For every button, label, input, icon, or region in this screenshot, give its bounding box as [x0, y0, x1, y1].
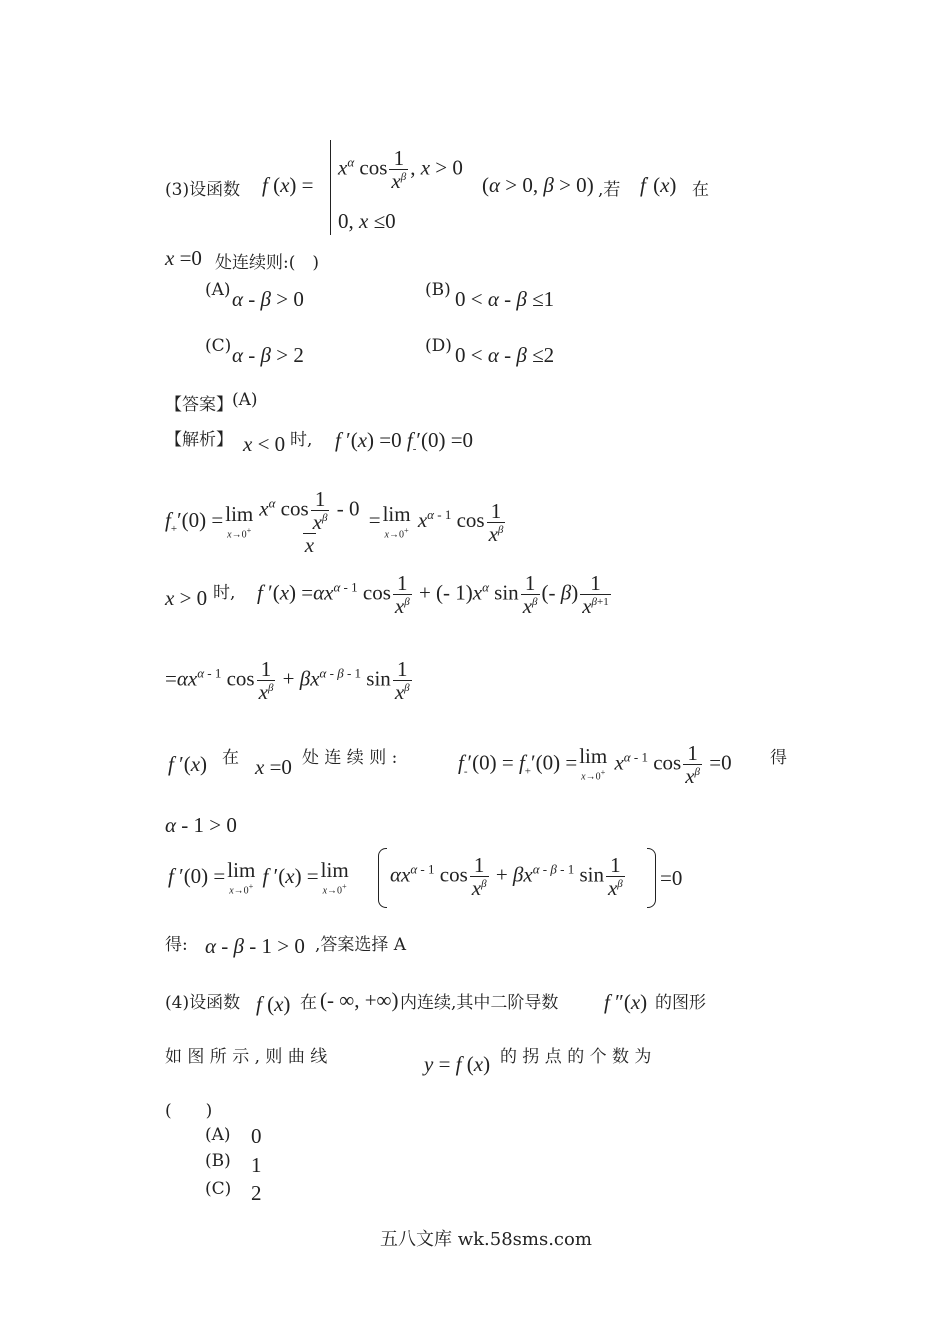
q4-option-c-label: (C): [205, 1179, 232, 1199]
analysis-x-gt-0: x > 0: [165, 586, 208, 610]
q4-line2-a: 如 图 所 示 , 则 曲 线: [165, 1047, 328, 1067]
big-right-paren: [647, 848, 656, 908]
piecewise-case-1: $x^\alpha$ cos $\frac{1}{x^\beta}$ , x > 0: [338, 146, 463, 194]
piecewise-brace: [330, 140, 331, 235]
big-left-paren: [378, 848, 387, 908]
q4-tail: 的图形: [655, 993, 706, 1013]
q3-line2-tail: 处连续则:( ): [215, 253, 319, 273]
continuity-text: 处 连 续 则 :: [302, 748, 398, 768]
footer-watermark: 五八文库 wk.58sms.com: [380, 1229, 592, 1250]
continuity-zai: 在: [222, 748, 239, 768]
option-b-label: (B): [425, 280, 451, 300]
continuity-de: 得: [770, 748, 787, 768]
q4-curve: y = f (x): [424, 1052, 491, 1076]
q4-lead: (4)设函数: [165, 993, 241, 1013]
answer-value: (A): [232, 390, 258, 410]
final-inequality: α - β - 1 > 0: [205, 934, 305, 958]
right-derivative-equation: $f_+'(0)$ = lim x→0+ $x^\alpha$ cos $\frac{1}{x^\beta}$ - 0 x = lim x→0+ $x^{\alpha - 1}$ cos $\frac{1}{x^\beta}$: [165, 487, 504, 558]
derivative-simplified: $=\alpha x^{\alpha - 1}$ cos $\frac{1}{x^\beta}$ + $\beta x^{\alpha - \beta - 1}$ sin $\frac{1}{x^\beta}$: [165, 657, 410, 705]
continuity-equation: $f_-'(0) = f_+'(0)$ = lim x→0+ $x^{\alpha - 1}$ cos $\frac{1}{x^\beta}$ =0: [458, 741, 732, 789]
option-c-label: (C): [205, 336, 232, 356]
q4-zai: 在: [300, 993, 317, 1013]
answer-label: 【答案】: [165, 395, 233, 415]
q4-option-c-value: 2: [251, 1181, 262, 1205]
option-a-expr: α - β > 0: [232, 287, 304, 311]
option-d-expr: 0 < α - β ≤2: [455, 343, 555, 367]
second-limit-result: =0: [660, 866, 683, 890]
q4-line2-b: 的 拐 点 的 个 数 为: [500, 1047, 652, 1067]
final-text: ,答案选择 A: [315, 935, 407, 955]
q4-option-b-value: 1: [251, 1153, 262, 1177]
continuity-fprime: f ′(x): [168, 752, 208, 776]
q3-f-of-x: f (x) =: [262, 173, 314, 197]
q3-fprime: f' (x): [640, 173, 677, 197]
piecewise-case-2: 0, x ≤0: [338, 209, 396, 233]
option-a-label: (A): [205, 280, 231, 300]
alpha-minus-1-gt-0: α - 1 > 0: [165, 813, 237, 837]
analysis-label: 【解析】: [165, 430, 233, 450]
q4-line3: ( ): [165, 1101, 213, 1121]
continuity-x-eq-0: x =0: [255, 755, 292, 779]
q3-zai: 在: [692, 180, 709, 200]
option-b-expr: 0 < α - β ≤1: [455, 287, 555, 311]
q4-interval: (- ∞, +∞): [320, 988, 399, 1012]
final-de: 得:: [165, 935, 188, 955]
q3-ruo: ,若: [598, 180, 621, 200]
q4-option-a-label: (A): [205, 1125, 231, 1145]
analysis-x-lt-0: x < 0: [243, 432, 286, 456]
second-limit-lhs: f ′(0) = lim x→0+ f ′(x) = lim x→0+: [168, 858, 349, 897]
analysis-shi-2: 时,: [213, 583, 236, 603]
q3-condition: (α > 0, β > 0): [482, 173, 594, 197]
derivative-positive-equation: f $'(x) =\alpha x^{\alpha - 1}$ cos $\frac{1}{x^\beta}$ + (- $1)x^\alpha$ sin $\frac{1}{x^\beta}$ (- β) $\frac{1}{x^{\beta+1}}$: [257, 571, 609, 619]
q4-option-b-label: (B): [205, 1151, 231, 1171]
q3-lead: (3)设函数: [165, 180, 241, 200]
option-d-label: (D): [425, 336, 452, 356]
analysis-shi-1: 时,: [290, 430, 313, 450]
q4-mid: 内连续,其中二阶导数: [400, 993, 559, 1013]
second-limit-body: $\alpha x^{\alpha - 1}$ cos $\frac{1}{x^\beta}$ + $\beta x^{\alpha - \beta - 1}$ sin $\frac{1}{x^\beta}$: [390, 853, 623, 901]
q3-x-eq-0: x =0: [165, 246, 202, 270]
q4-fx: f (x): [256, 992, 291, 1016]
option-c-expr: α - β > 2: [232, 343, 304, 367]
analysis-left-deriv: f ′(x) =0 $f_-'(0) =0$: [335, 428, 474, 456]
q4-option-a-value: 0: [251, 1124, 262, 1148]
q4-fdoubleprime: f ″(x): [604, 990, 648, 1014]
